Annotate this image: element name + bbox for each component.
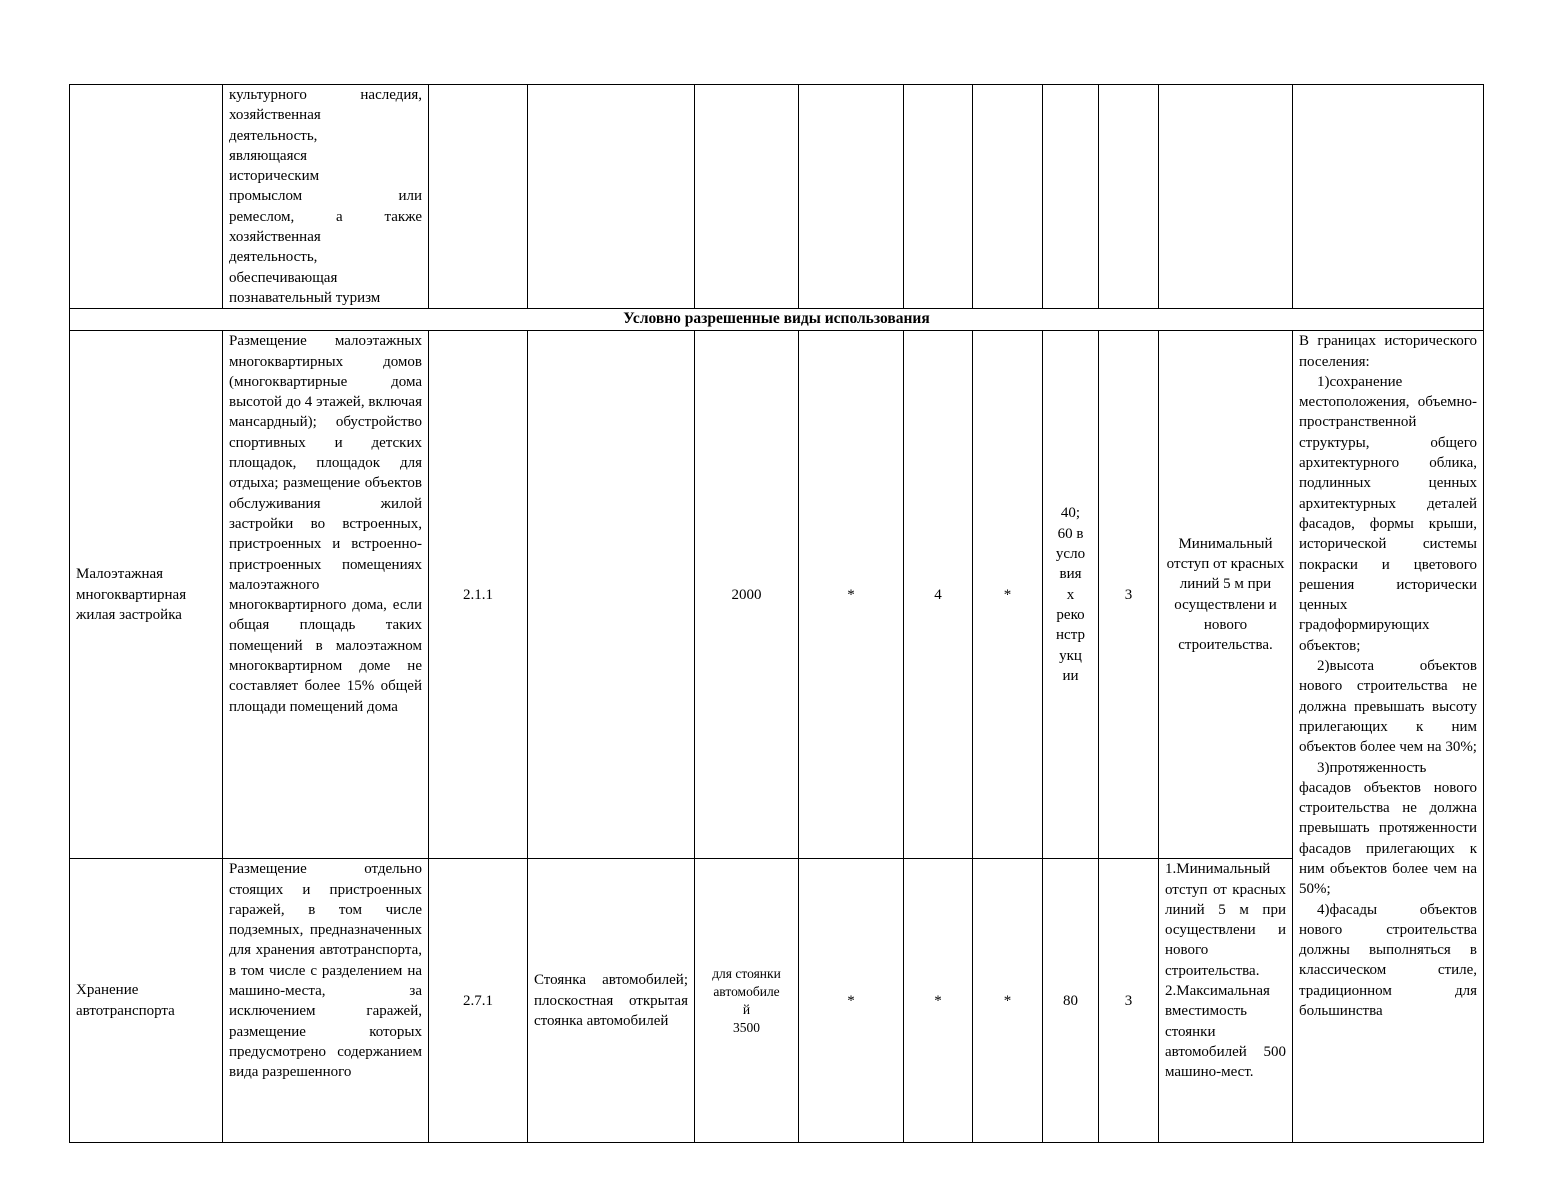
coverage-line: 40; (1060, 505, 1081, 522)
table-row (70, 859, 1484, 1143)
empty-cell (799, 85, 904, 309)
storage-notes-cell: 1.Минимальный отступ от красных линий 5 м при осуществлени и нового строительства. 2.Максимальная вместимость стоянки автомобилей 500 машино-мест. (1159, 859, 1293, 1143)
empty-cell (528, 85, 695, 309)
table-row (70, 331, 1484, 859)
section-title: Условно разрешенные виды использования (70, 309, 1484, 331)
parameter-cell: * (973, 859, 1043, 1143)
coverage-percent-cell (1043, 331, 1099, 859)
auxiliary-use-cell (528, 331, 695, 859)
parameter-cell: * (799, 859, 904, 1143)
empty-cell (695, 85, 799, 309)
coverage-line: реко (1056, 606, 1085, 623)
coverage-line: ии (1062, 667, 1079, 684)
description-line: деятельность, (229, 127, 318, 144)
area-line: 3500 (733, 1019, 760, 1035)
empty-cell (1043, 85, 1099, 309)
max-floors-cell: * (904, 859, 973, 1143)
parameter-cell: 3 (1099, 859, 1159, 1143)
min-plot-area-cell (695, 859, 799, 1143)
empty-cell (1293, 85, 1484, 309)
coverage-line: 60 в (1057, 525, 1084, 542)
coverage-line: укц (1059, 647, 1082, 664)
use-name-cell: Малоэтажная многоквартирная жилая застройка (70, 331, 223, 859)
use-code-cell: 2.7.1 (429, 859, 528, 1143)
coverage-line: усло (1055, 546, 1086, 563)
description-line: познавательный туризм (229, 289, 381, 306)
use-name-cell: Хранение автотранспорта (70, 859, 223, 1143)
empty-cell (1099, 85, 1159, 309)
activity-description-cell: Размещение малоэтажных многоквартирных домов (многоквартирные дома высотой до 4 этажей, включая мансардный); обустройство спортивных и детских площадок, площадок для отдыха; размещение объектов обслуживания жилой застройки во встроенных, пристроенных и встроенно-пристроенных помещениях малоэтажного многоквартирного дома, если общая площадь таких помещений в малоэтажном многоквартирном доме не составляет более 15% общей площади помещений дома (223, 331, 429, 859)
description-line: промыслом или (229, 188, 422, 205)
description-line: историческим (229, 168, 320, 185)
heritage-intro: В границах исторического поселения: (1299, 333, 1477, 370)
parameter-cell: 3 (1099, 331, 1159, 859)
section-header-row (70, 309, 1484, 331)
empty-cell (429, 85, 528, 309)
area-line: для стоянки (712, 965, 781, 981)
parameter-cell: * (799, 331, 904, 859)
heritage-item: 4)фасады объектов нового строительства должны выполняться в классическом стиле, традиционном для большинства (1299, 901, 1477, 1020)
setback-cell: Минимальный отступ от красных линий 5 м при осуществлени и нового строительства. (1159, 331, 1293, 859)
parameter-cell: * (973, 331, 1043, 859)
heritage-item: 3)протяженность фасадов объектов нового строительства не должна превышать протяженности фасадов прилегающих к ним объектов более чем на 50%; (1299, 759, 1477, 898)
coverage-percent-cell: 80 (1043, 859, 1099, 1143)
use-code-cell: 2.1.1 (429, 331, 528, 859)
heritage-item: 2)высота объектов нового строительства не должна превышать высоту прилегающих к ним объектов более чем на 30%; (1299, 658, 1477, 756)
description-line: деятельность, (229, 249, 318, 266)
description-line: являющаяся (229, 147, 308, 164)
description-line: хозяйственная (229, 229, 321, 246)
empty-cell (904, 85, 973, 309)
activity-description-cell (223, 85, 429, 309)
regulation-table-page (69, 84, 1484, 1143)
empty-cell (973, 85, 1043, 309)
activity-description-cell: Размещение отдельно стоящих и пристроенных гаражей, в том числе подземных, предназначенных для хранения автотранспорта, в том числе с разделением на машино-места, за исключением гаражей, размещение которых предусмотрено содержанием вида разрешенного (223, 859, 429, 1143)
min-plot-area-cell: 2000 (695, 331, 799, 859)
description-line: обеспечивающая (229, 269, 338, 286)
area-line: автомобиле (713, 983, 780, 999)
area-line: й (742, 1001, 751, 1017)
empty-cell (70, 85, 223, 309)
auxiliary-use-cell: Стоянка автомобилей; плоскостная открытая стоянка автомобилей (528, 859, 695, 1143)
heritage-requirements-cell (1293, 331, 1484, 1143)
zoning-regulations-table (69, 84, 1484, 1143)
description-line: хозяйственная (229, 107, 321, 124)
heritage-item: 1)сохранение местоположения, объемно-пространственной структуры, общего архитектурного облика, подлинных ценных архитектурных деталей фасадов, формы крыши, исторической системы покраски и цветового решения исторически ценных градоформирующих объектов; (1299, 373, 1477, 654)
max-floors-cell: 4 (904, 331, 973, 859)
description-line: культурного наследия, (229, 87, 422, 103)
coverage-line: вия (1059, 566, 1082, 583)
empty-cell (1159, 85, 1293, 309)
coverage-line: нстр (1056, 627, 1085, 644)
table-row (70, 85, 1484, 309)
coverage-line: х (1066, 586, 1075, 603)
description-line: ремеслом, а также (229, 208, 422, 225)
